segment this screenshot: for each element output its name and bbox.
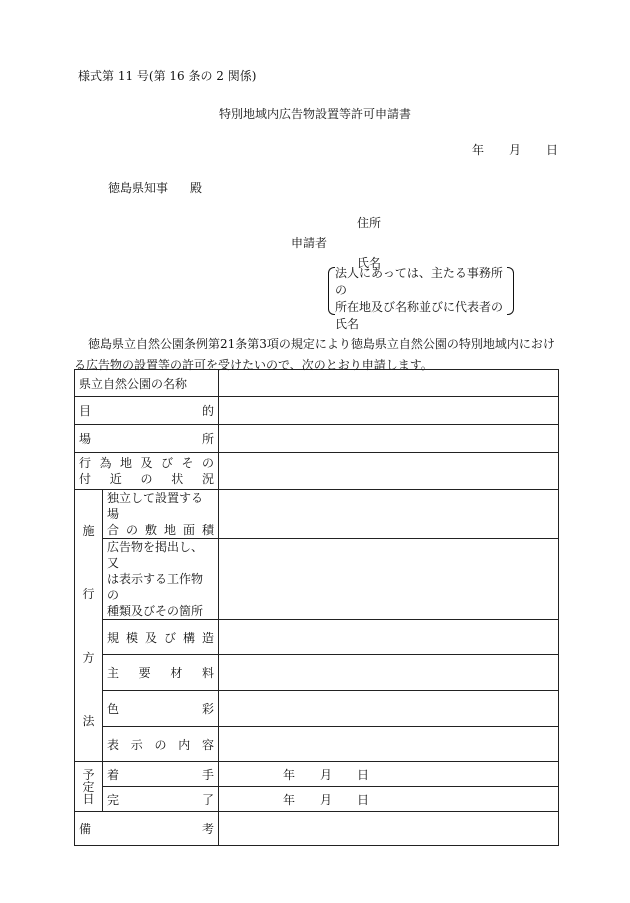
color-field[interactable]	[219, 691, 559, 727]
scale-label	[103, 620, 219, 655]
schedule-label	[75, 762, 103, 812]
table-row	[75, 691, 559, 727]
purpose-char: 目	[79, 404, 92, 418]
label-char: 内	[178, 737, 191, 752]
label-char: 了	[202, 792, 215, 807]
label-char: 構	[183, 630, 196, 645]
scale-field[interactable]	[219, 620, 559, 655]
materials-field[interactable]	[219, 655, 559, 691]
label-char: 備	[79, 822, 92, 836]
table-row	[75, 539, 559, 620]
label-char: の	[202, 456, 215, 470]
addressee-name: 徳島県知事	[108, 181, 169, 195]
schedule-char: 日	[82, 791, 95, 806]
addressee-suffix: 殿	[190, 181, 203, 195]
park-name-label	[75, 370, 219, 397]
label-char: の	[126, 523, 139, 537]
finish-label	[103, 787, 219, 812]
finish-month-label: 月	[320, 792, 333, 807]
label-char: 近	[109, 472, 122, 486]
method-char: 法	[82, 714, 95, 729]
table-row	[75, 490, 559, 539]
label-char: そ	[181, 456, 194, 470]
start-label	[103, 762, 219, 787]
date-month-label: 月	[508, 143, 521, 157]
start-month-label: 月	[320, 767, 333, 782]
site-area-label	[103, 490, 219, 539]
finish-day-label: 日	[357, 792, 370, 807]
date-year-label: 年	[471, 143, 484, 157]
structure-line: は表示する工作物の	[107, 572, 204, 602]
park-name-field[interactable]	[219, 370, 559, 397]
applicant-label: 申請者	[291, 236, 328, 250]
schedule-char: 予	[82, 767, 95, 782]
finish-date-field[interactable]	[219, 787, 559, 812]
label-char: 模	[126, 630, 139, 645]
label-char: 表	[107, 737, 120, 752]
label-char: 付	[79, 472, 92, 486]
label-char: び	[161, 456, 174, 470]
left-bracket	[328, 267, 335, 315]
label-char: 地	[164, 523, 177, 537]
label-char: 色	[107, 702, 120, 716]
park-name-text: 県立自然公園の名称	[79, 376, 188, 391]
structure-type-field[interactable]	[219, 539, 559, 620]
schedule-char: 定	[82, 779, 95, 794]
site-condition-field[interactable]	[219, 453, 559, 490]
label-char: 造	[202, 630, 215, 645]
table-row	[75, 812, 559, 846]
label-char: 及	[140, 456, 153, 470]
label-char: 完	[107, 792, 120, 807]
place-char: 所	[202, 432, 215, 446]
finish-year-label: 年	[283, 792, 296, 807]
site-area-field[interactable]	[219, 490, 559, 539]
purpose-char: 的	[202, 404, 215, 418]
table-row	[75, 787, 559, 812]
label-char: 容	[202, 737, 215, 752]
label-char: 合	[107, 523, 120, 537]
label-char: 主	[107, 666, 120, 680]
site-area-line: 独立して設置する場	[107, 491, 204, 521]
label-char: 示	[130, 737, 143, 752]
place-field[interactable]	[219, 425, 559, 453]
start-day-label: 日	[357, 767, 370, 782]
label-char: 考	[202, 822, 215, 836]
place-label	[75, 425, 219, 453]
materials-label	[103, 655, 219, 691]
application-table	[74, 369, 559, 846]
display-content-label	[103, 727, 219, 762]
structure-line: 広告物を掲出し、又	[107, 540, 204, 570]
date-day-label: 日	[545, 143, 558, 157]
remarks-label	[75, 812, 219, 846]
addressee	[108, 179, 202, 196]
structure-line: 種類及びその箇所	[107, 604, 204, 618]
table-row	[75, 655, 559, 691]
table-row	[75, 425, 559, 453]
structure-type-label	[103, 539, 219, 620]
start-date-field[interactable]	[219, 762, 559, 787]
label-char: 行	[79, 456, 92, 470]
name-label: 氏名	[357, 256, 382, 270]
label-char: 手	[202, 767, 215, 782]
purpose-label	[75, 397, 219, 425]
label-char: 料	[201, 666, 214, 680]
label-char: 要	[138, 666, 151, 680]
remarks-field[interactable]	[219, 812, 559, 846]
intro-text: 徳島県立自然公園条例第21条第3項の規定により徳島県立自然公園の特別地域内における広告物の設置等の許可を受けたいので、次のとおり申請します。	[74, 337, 555, 372]
method-char: 方	[82, 650, 95, 665]
label-char: 及	[145, 630, 158, 645]
label-char: の	[154, 737, 167, 752]
label-char: 地	[120, 456, 133, 470]
start-year-label: 年	[283, 767, 296, 782]
method-label	[75, 490, 103, 762]
table-row	[75, 370, 559, 397]
label-char: び	[164, 630, 177, 645]
place-char: 場	[79, 432, 92, 446]
label-char: 積	[202, 523, 215, 537]
label-char: 材	[170, 666, 183, 680]
address-label: 住所	[357, 216, 382, 230]
table-row	[75, 453, 559, 490]
table-row	[75, 762, 559, 787]
form-number: 様式第 11 号(第 16 条の 2 関係)	[78, 69, 257, 83]
site-condition-label	[75, 453, 219, 490]
table-row	[75, 620, 559, 655]
note-line: 氏名	[335, 317, 360, 331]
label-char: 況	[202, 472, 215, 486]
document-title: 特別地域内広告物設置等許可申請書	[218, 107, 411, 121]
note-line: 法人にあっては、主たる事務所の	[335, 266, 503, 297]
label-char: 状	[171, 472, 184, 486]
corporate-note	[330, 265, 510, 331]
label-char: 為	[99, 456, 112, 470]
label-char: の	[140, 472, 153, 486]
display-content-field[interactable]	[219, 727, 559, 762]
color-label	[103, 691, 219, 727]
method-char: 行	[82, 587, 95, 602]
application-date	[447, 141, 558, 158]
table-row	[75, 727, 559, 762]
label-char: 規	[107, 630, 120, 645]
method-char: 施	[82, 523, 95, 538]
label-char: 着	[107, 767, 120, 782]
label-char: 敷	[145, 523, 158, 537]
note-line: 所在地及び名称並びに代表者の	[335, 300, 504, 314]
table-row	[75, 397, 559, 425]
label-char: 彩	[202, 702, 215, 716]
label-char: 面	[183, 523, 196, 537]
purpose-field[interactable]	[219, 397, 559, 425]
